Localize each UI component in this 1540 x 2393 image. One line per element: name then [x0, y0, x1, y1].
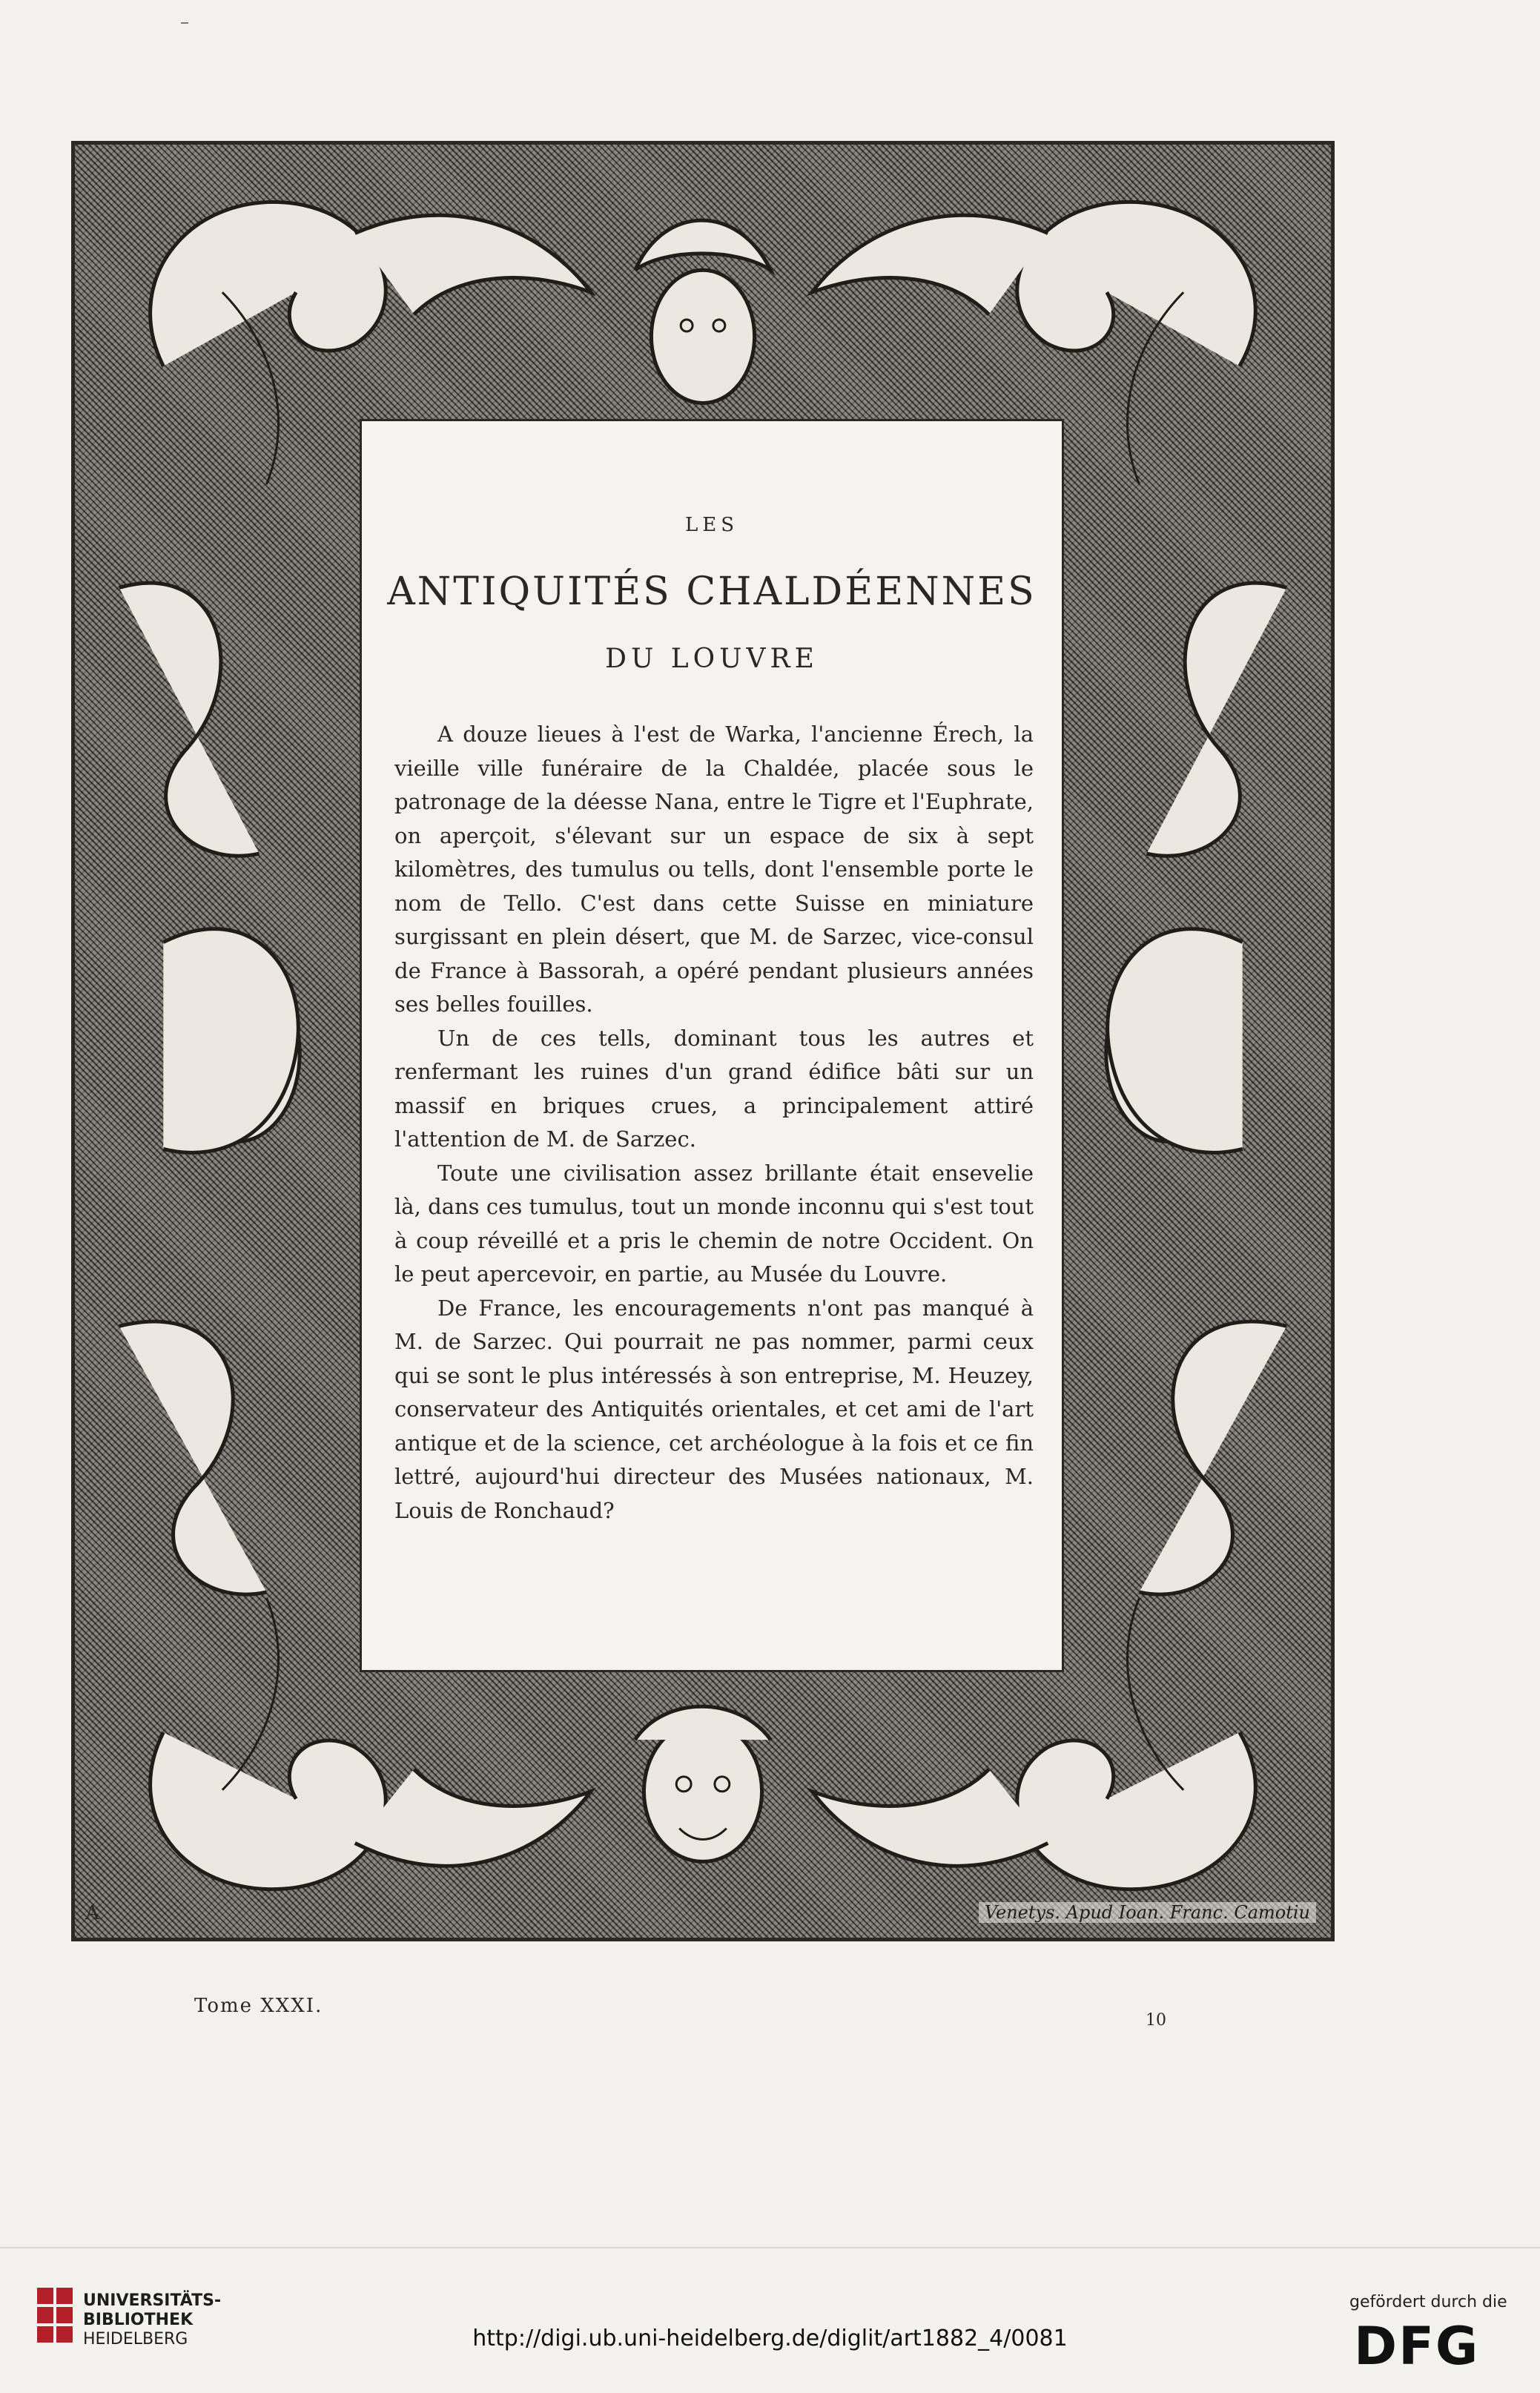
article-subtitle: DU LOUVRE	[605, 644, 819, 674]
dfg-logo[interactable]: DFG	[1354, 2316, 1480, 2377]
university-name-line: BIBLIOTHEK	[83, 2311, 194, 2329]
scan-mark	[181, 22, 188, 24]
page-number: 10	[1146, 2011, 1166, 2030]
ornamental-frame	[71, 141, 1335, 1941]
paragraph: Un de ces tells, dominant tous les autres et renfermant les ruines d'un grand édifice bâti sur un massif en briques crues, a principalement attiré l'attention de M. de Sarzec.	[394, 1025, 1034, 1152]
vignette-monogram: A	[85, 1902, 99, 1924]
volume-label: Tome XXXI.	[194, 1995, 323, 2017]
article-body	[394, 718, 1034, 1528]
text-panel	[360, 419, 1064, 1672]
paragraph: Toute une civilisation assez brillante était ensevelie là, dans ces tumulus, tout un monde inconnu qui s'est tout à coup réveillé et a pris le chemin de notre Occident. On le peut apercevoir, en partie, au Musée du Louvre.	[394, 1160, 1034, 1287]
funding-label: gefördert durch die	[1349, 2293, 1507, 2311]
university-name-line: HEIDELBERG	[83, 2330, 188, 2349]
paragraph: De France, les encouragements n'ont pas manqué à M. de Sarzec. Qui pourrait ne pas nommer, parmi ceux qui se sont le plus intéressés à son entreprise, M. Heuzey, conservateur des Antiquités orientales, et cet ami de l'art antique et de la science, cet archéologue à la fois et ce fin lettré, aujourd'hui directeur des Musées nationaux, M. Louis de Ronchaud?	[394, 1295, 1034, 1523]
header-kicker: LES	[684, 514, 739, 536]
footer-divider	[0, 2247, 1540, 2248]
source-url-link[interactable]: http://digi.ub.uni-heidelberg.de/diglit/art1882_4/0081	[472, 2326, 1068, 2351]
paragraph: A douze lieues à l'est de Warka, l'ancienne Érech, la vieille ville funéraire de la Chaldée, placée sous le patronage de la déesse Nana, entre le Tigre et l'Euphrate, on aperçoit, s'élevant sur un espace de six à sept kilomètres, des tumulus ou tells, dont l'ensemble porte le nom de Tello. C'est dans cette Suisse en miniature surgissant en plein désert, que M. de Sarzec, vice-consul de France à Bassorah, a opéré pendant plusieurs années ses belles fouilles.	[394, 722, 1034, 1017]
engraver-signature: Venetys. Apud Ioan. Franc. Camotiu	[979, 1902, 1316, 1923]
university-name-line: UNIVERSITÄTS-	[83, 2291, 222, 2310]
article-title: ANTIQUITÉS CHALDÉENNES	[387, 570, 1037, 614]
